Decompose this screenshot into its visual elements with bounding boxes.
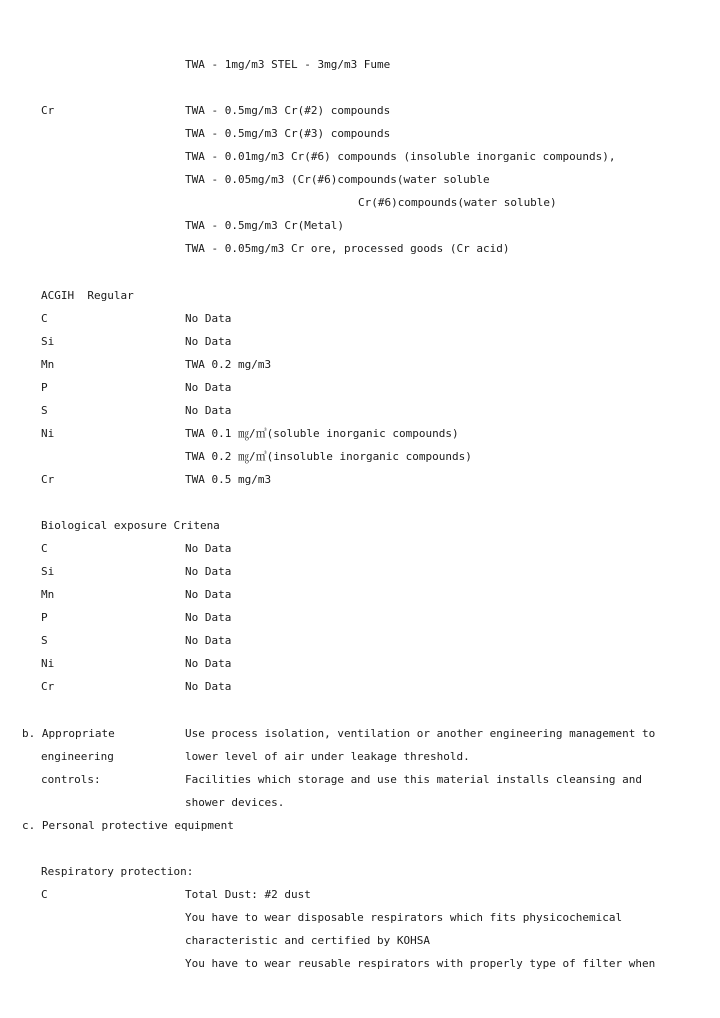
- cr-limit-line: TWA - 0.5mg/m3 Cr(#2) compounds: [185, 104, 391, 117]
- cr-limit-line: TWA - 0.01mg/m3 Cr(#6) compounds (insoluble inorganic compounds),: [185, 150, 616, 163]
- section-c-title: c. Personal protective equipment: [22, 819, 234, 832]
- bio-value: No Data: [185, 634, 232, 647]
- acgih-element: P: [41, 381, 48, 394]
- cr-limit-line: Cr(#6)compounds(water soluble): [358, 196, 557, 209]
- acgih-heading: ACGIH Regular: [41, 289, 134, 302]
- bio-value: No Data: [185, 680, 232, 693]
- section-b-label: engineering: [41, 750, 114, 763]
- acgih-value: No Data: [185, 381, 232, 394]
- cr-limit-line: TWA - 0.05mg/m3 (Cr(#6)compounds(water soluble: [185, 173, 490, 186]
- bio-element: P: [41, 611, 48, 624]
- acgih-value: No Data: [185, 335, 232, 348]
- cr-limit-line: TWA - 0.5mg/m3 Cr(Metal): [185, 219, 344, 232]
- section-b-label: b. Appropriate: [22, 727, 115, 740]
- respiratory-element: C: [41, 888, 48, 901]
- acgih-element: C: [41, 312, 48, 325]
- acgih-element: Ni: [41, 427, 55, 440]
- bio-value: No Data: [185, 657, 232, 670]
- respiratory-heading: Respiratory protection:: [41, 865, 194, 878]
- respiratory-text: You have to wear reusable respirators with properly type of filter when: [185, 957, 656, 970]
- acgih-element: Cr: [41, 473, 55, 486]
- section-b-text: shower devices.: [185, 796, 285, 809]
- cr-label: Cr: [41, 104, 55, 117]
- bio-element: C: [41, 542, 48, 555]
- section-b-text: Facilities which storage and use this material installs cleansing and: [185, 773, 642, 786]
- bio-element: Mn: [41, 588, 55, 601]
- acgih-element: Si: [41, 335, 55, 348]
- bio-heading: Biological exposure Critena: [41, 519, 220, 532]
- respiratory-text: You have to wear disposable respirators which fits physicochemical: [185, 911, 623, 924]
- acgih-value: TWA 0.2 ㎎/㎥(insoluble inorganic compounds): [185, 450, 472, 463]
- acgih-value: TWA 0.5 mg/m3: [185, 473, 272, 486]
- bio-value: No Data: [185, 565, 232, 578]
- mn-fume-limit: TWA - 1mg/m3 STEL - 3mg/m3 Fume: [185, 58, 391, 71]
- bio-element: Cr: [41, 680, 55, 693]
- section-b-label: controls:: [41, 773, 101, 786]
- bio-element: Ni: [41, 657, 55, 670]
- respiratory-text: Total Dust: #2 dust: [185, 888, 311, 901]
- respiratory-text: characteristic and certified by KOHSA: [185, 934, 431, 947]
- bio-element: Si: [41, 565, 55, 578]
- section-b-text: Use process isolation, ventilation or another engineering management to: [185, 727, 656, 740]
- acgih-element: S: [41, 404, 48, 417]
- acgih-element: Mn: [41, 358, 55, 371]
- acgih-value: No Data: [185, 404, 232, 417]
- bio-value: No Data: [185, 611, 232, 624]
- acgih-value: TWA 0.1 ㎎/㎥(soluble inorganic compounds): [185, 427, 459, 440]
- bio-element: S: [41, 634, 48, 647]
- cr-limit-line: TWA - 0.5mg/m3 Cr(#3) compounds: [185, 127, 391, 140]
- bio-value: No Data: [185, 588, 232, 601]
- cr-limit-line: TWA - 0.05mg/m3 Cr ore, processed goods (Cr acid): [185, 242, 510, 255]
- acgih-value: TWA 0.2 mg/m3: [185, 358, 272, 371]
- bio-value: No Data: [185, 542, 232, 555]
- section-b-text: lower level of air under leakage threshold.: [185, 750, 470, 763]
- acgih-value: No Data: [185, 312, 232, 325]
